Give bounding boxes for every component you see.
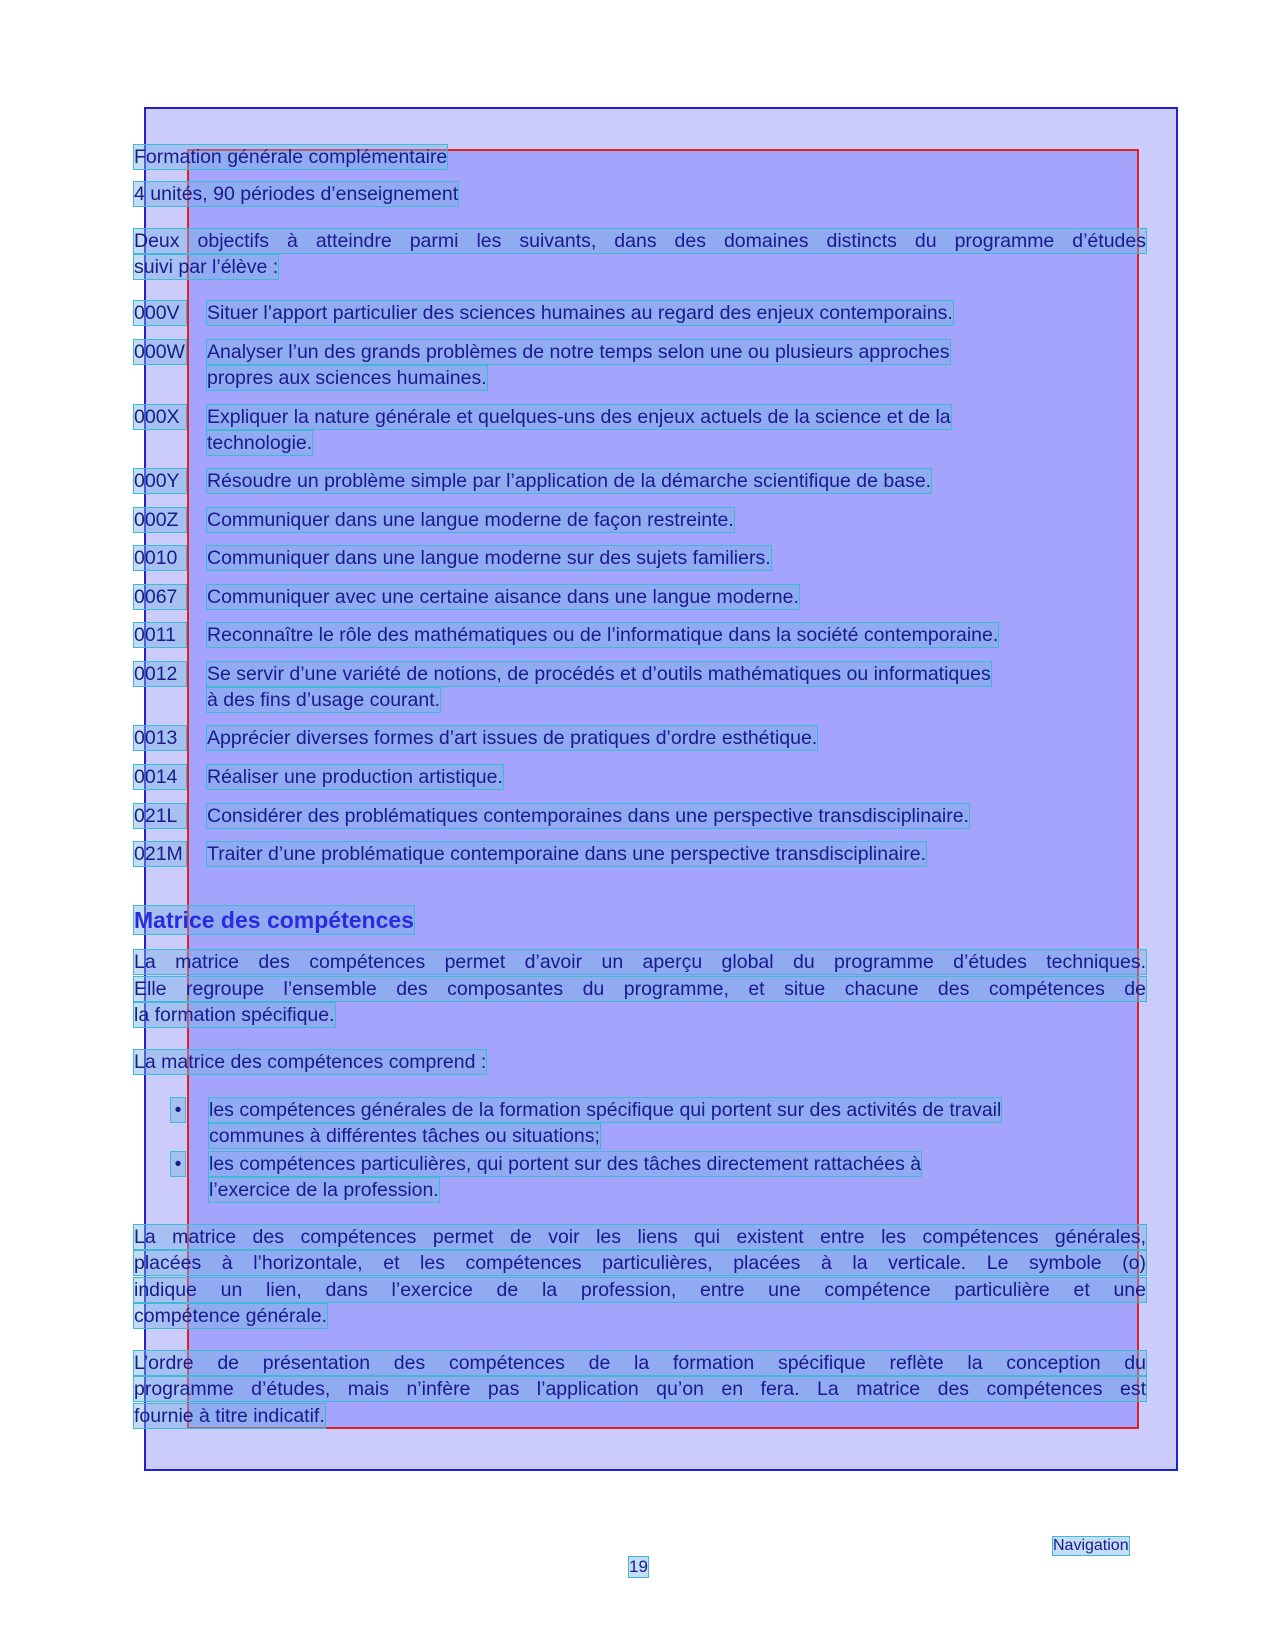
objective-code: 0010 <box>134 546 186 570</box>
objective-code: 000X <box>134 405 186 429</box>
bullet-text: les compétences générales de la formation spécifique qui portent sur des activités de travail <box>209 1099 1002 1121</box>
matrix-paragraph-line: indique un lien, dans l’exercice de la profession, entre une compétence particulière et une <box>134 1279 1146 1301</box>
matrix-heading: Matrice des compétences <box>134 907 414 933</box>
matrix-paragraph-line: L’ordre de présentation des compétences de la formation spécifique reflète la conception du <box>134 1352 1146 1374</box>
matrix-paragraph-line: Elle regroupe l’ensemble des composantes du programme, et situe chacune des compétences de <box>134 978 1146 1000</box>
objective-code: 000V <box>134 301 186 325</box>
matrix-paragraph-line: programme d’études, mais n’infère pas l’application qu’on en fera. La matrice des compétences est <box>134 1378 1146 1400</box>
section-title: Formation générale complémentaire <box>134 146 448 168</box>
objective-text: Situer l’apport particulier des sciences humaines au regard des enjeux contemporains. <box>207 302 953 324</box>
bullet-marker: • <box>171 1098 185 1122</box>
objective-code: 0014 <box>134 765 186 789</box>
objective-text: Expliquer la nature générale et quelques-uns des enjeux actuels de la science et de la <box>207 406 951 428</box>
objective-text: Communiquer avec une certaine aisance dans une langue moderne. <box>207 586 799 608</box>
objective-text: à des fins d’usage courant. <box>207 689 441 711</box>
objective-text: Se servir d’une variété de notions, de procédés et d’outils mathématiques ou informatiques <box>207 663 991 685</box>
objective-text: Communiquer dans une langue moderne sur des sujets familiers. <box>207 547 771 569</box>
matrix-paragraph-line: La matrice des compétences permet de voir les liens qui existent entre les compétences générales, <box>134 1226 1146 1248</box>
units-info: 4 unités, 90 périodes d’enseignement <box>134 183 459 205</box>
matrix-paragraph-line: la formation spécifique. <box>134 1004 335 1026</box>
objective-text: Considérer des problématiques contemporaines dans une perspective transdisciplinaire. <box>207 805 970 827</box>
objective-text: Communiquer dans une langue moderne de façon restreinte. <box>207 509 734 531</box>
objective-code: 000Y <box>134 469 186 493</box>
objective-text: Reconnaître le rôle des mathématiques ou de l’informatique dans la société contemporaine. <box>207 624 999 646</box>
objective-text: Résoudre un problème simple par l’application de la démarche scientifique de base. <box>207 470 932 492</box>
matrix-paragraph-line: fournie à titre indicatif. <box>134 1405 325 1427</box>
objective-code: 0012 <box>134 662 186 686</box>
matrix-paragraph-line: placées à l’horizontale, et les compétences particulières, placées à la verticale. Le symbole (o) <box>134 1252 1146 1274</box>
matrix-paragraph-line: La matrice des compétences permet d’avoir un aperçu global du programme d’études techniques. <box>134 951 1146 973</box>
bullet-marker: • <box>171 1152 185 1176</box>
objective-code: 0011 <box>134 623 186 647</box>
objective-code: 021L <box>134 804 186 828</box>
objective-text: Analyser l’un des grands problèmes de notre temps selon une ou plusieurs approches <box>207 341 950 363</box>
objective-code: 0013 <box>134 726 186 750</box>
bullet-text: communes à différentes tâches ou situations; <box>209 1125 600 1147</box>
objective-code: 000Z <box>134 508 186 532</box>
navigation-link[interactable]: Navigation <box>1053 1537 1129 1554</box>
objective-code: 0067 <box>134 585 186 609</box>
page-number: 19 <box>629 1557 648 1576</box>
objective-text: Apprécier diverses formes d’art issues de pratiques d’ordre esthétique. <box>207 727 818 749</box>
matrix-paragraph-line: compétence générale. <box>134 1305 327 1327</box>
objective-text: Traiter d’une problématique contemporaine dans une perspective transdisciplinaire. <box>207 843 927 865</box>
intro-line: Deux objectifs à atteindre parmi les suivants, dans des domaines distincts du programme d’études <box>134 230 1146 252</box>
objective-code: 000W <box>134 341 185 363</box>
bullet-text: les compétences particulières, qui portent sur des tâches directement rattachées à <box>209 1153 922 1175</box>
bullet-text: l’exercice de la profession. <box>209 1179 439 1201</box>
objective-text: propres aux sciences humaines. <box>207 367 487 389</box>
objective-text: Réaliser une production artistique. <box>207 766 503 788</box>
objective-text: technologie. <box>207 432 313 454</box>
matrix-list-intro: La matrice des compétences comprend : <box>134 1051 487 1073</box>
intro-line: suivi par l’élève : <box>134 256 279 278</box>
objective-code: 021M <box>134 842 186 866</box>
